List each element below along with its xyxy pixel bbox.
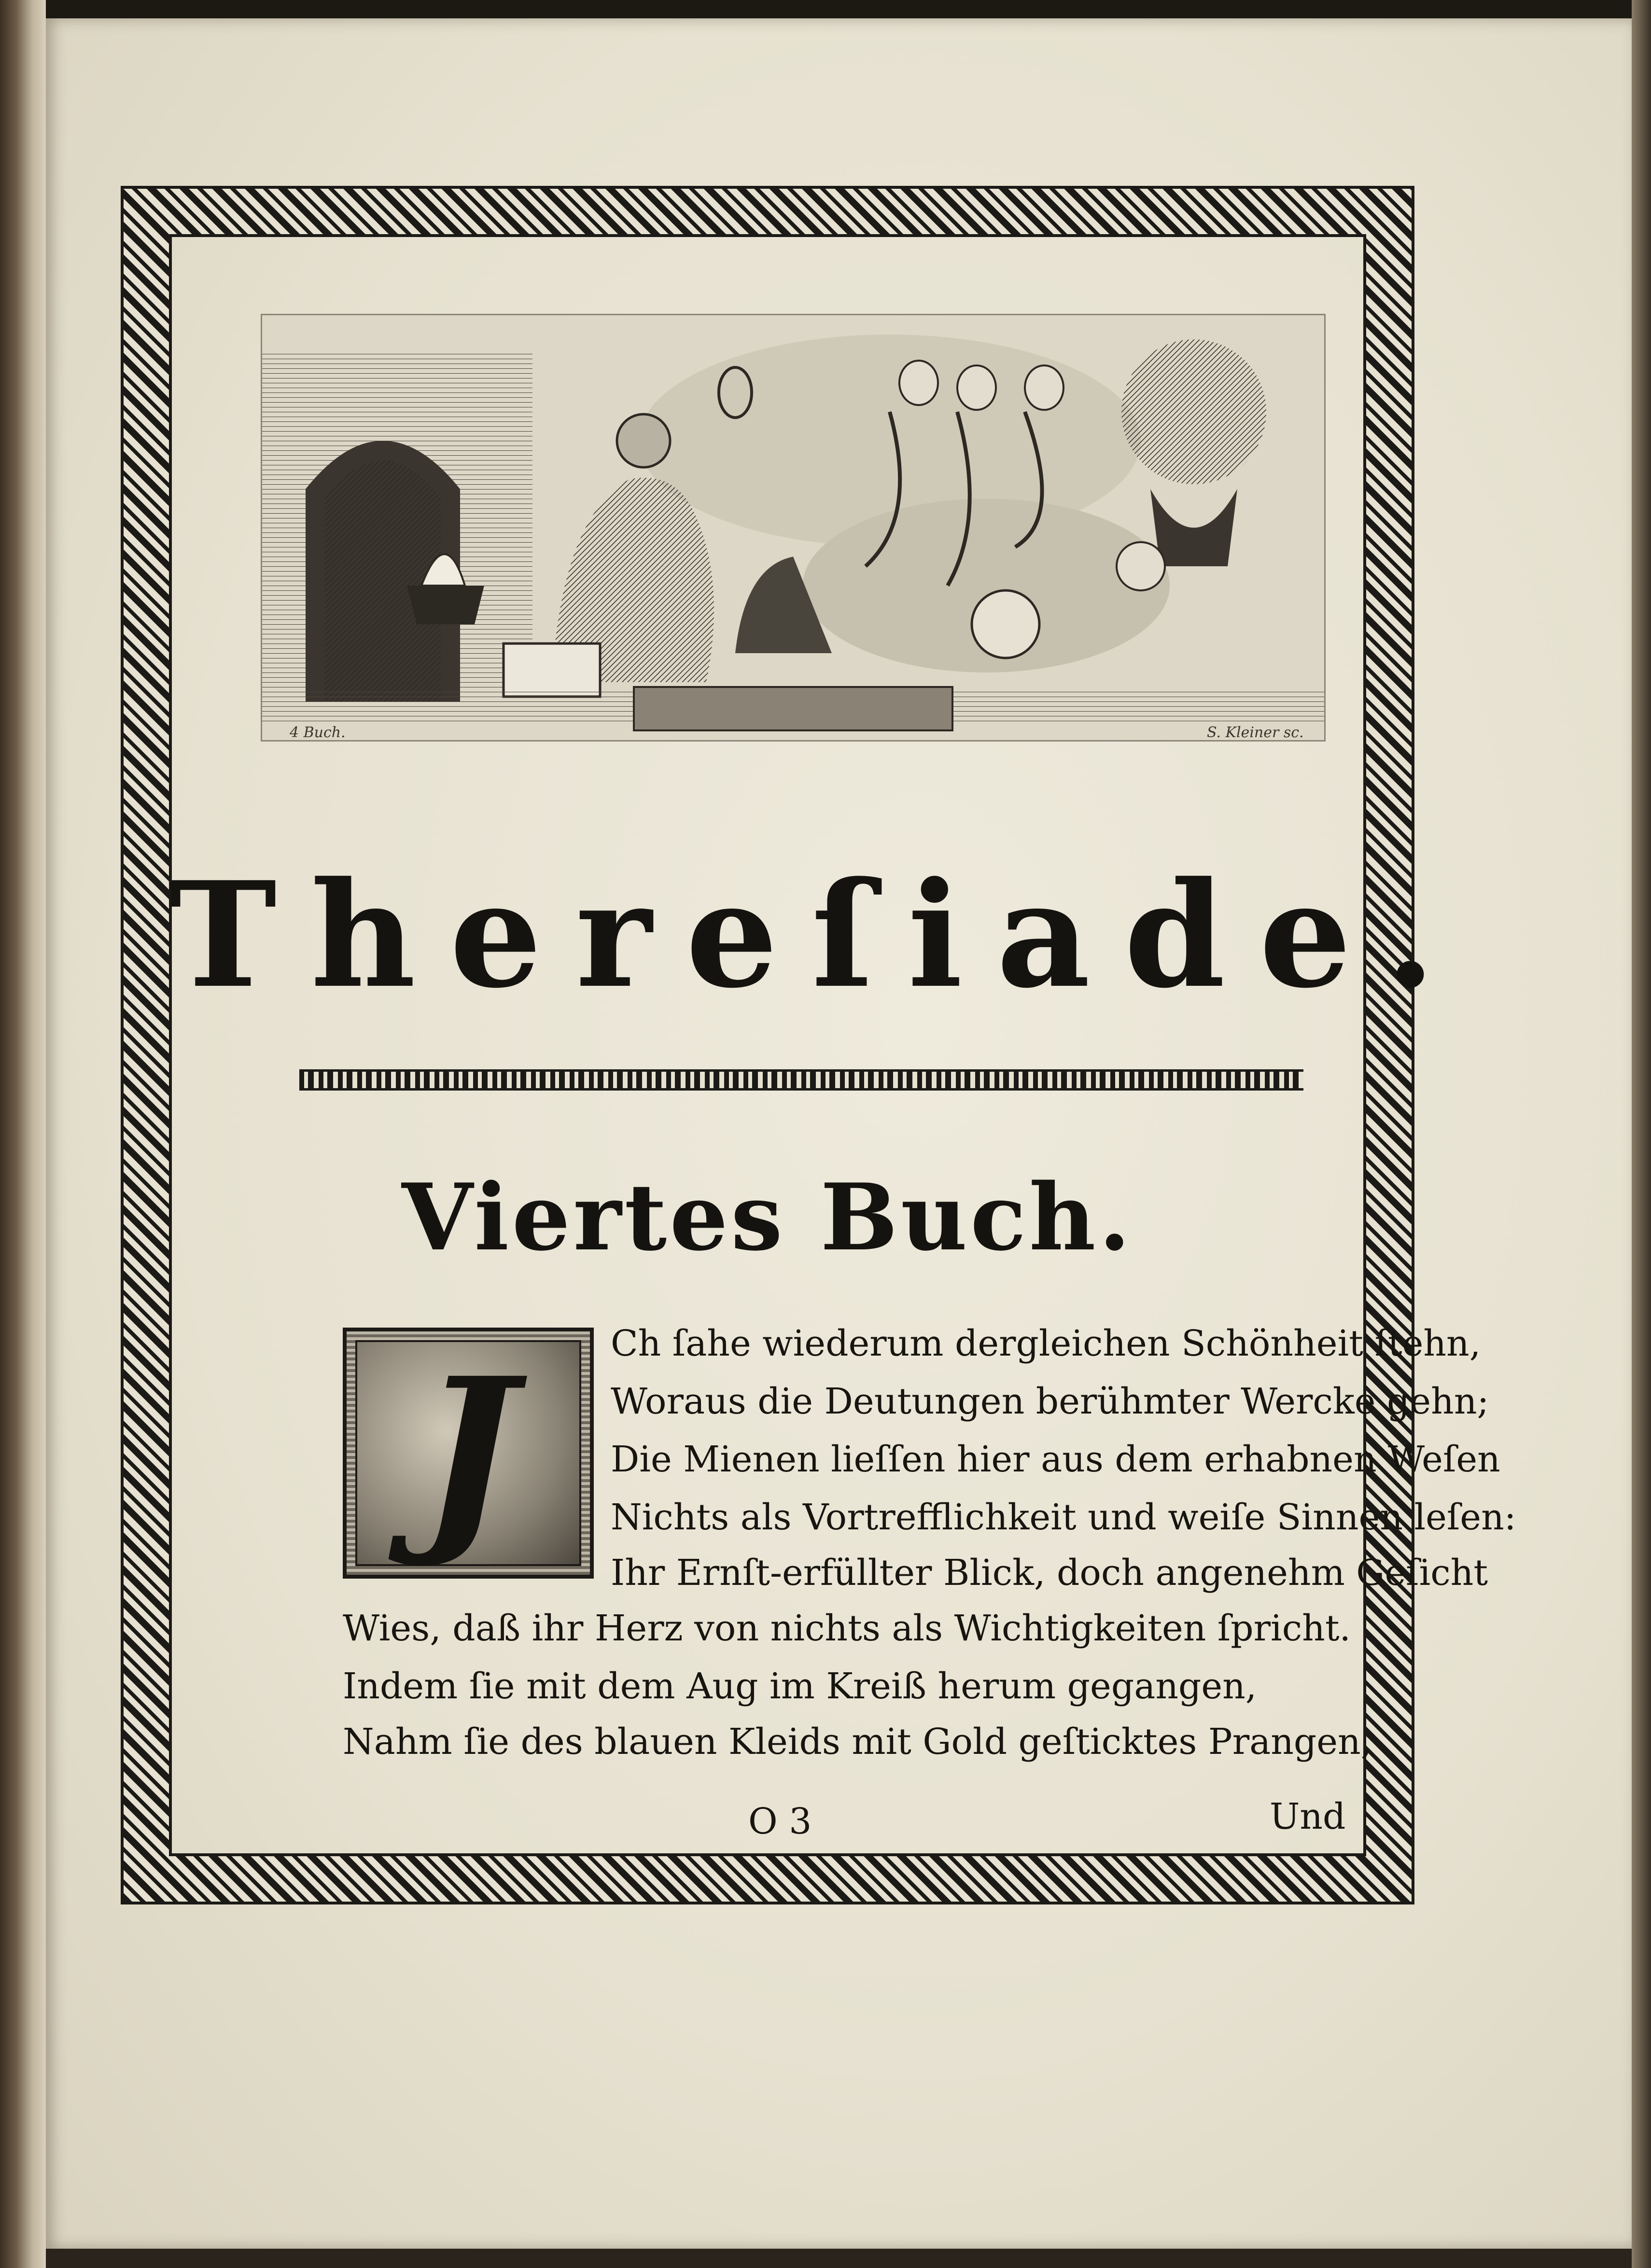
page-title: Thereſiade. [169, 850, 1469, 1020]
poem-line: Ch ſahe wiederum dergleichen Schönheit ſtehn, [611, 1323, 1481, 1364]
poem-line: Nahm ſie des blauen Kleids mit Gold geſticktes Prangen, [343, 1721, 1372, 1763]
book-subtitle: Viertes Buch. [402, 1163, 1133, 1271]
engraving-caption-left: 4 Buch. [290, 724, 346, 741]
poem-line: Die Mienen lieſſen hier aus dem erhabnen Weſen [611, 1439, 1500, 1480]
poem-line: Indem ſie mit dem Aug im Kreiß herum gegangen, [343, 1666, 1257, 1707]
engraving-caption-right: S. Kleiner sc. [1207, 724, 1304, 741]
signature-mark: O 3 [748, 1801, 812, 1842]
poem-line: Woraus die Deutungen berühmter Wercke gehn; [611, 1381, 1489, 1422]
catchword: Und [1270, 1796, 1346, 1837]
initial-letter: J [420, 1334, 517, 1572]
poem-line: Wies, daß ihr Herz von nichts als Wichtigkeiten ſpricht. [343, 1608, 1351, 1649]
poem-line: Nichts als Vortrefflichkeit und weiſe Sinnen leſen: [611, 1497, 1516, 1538]
poem-line: Ihr Ernſt-erfüllter Blick, doch angenehm Geſicht [611, 1552, 1488, 1594]
